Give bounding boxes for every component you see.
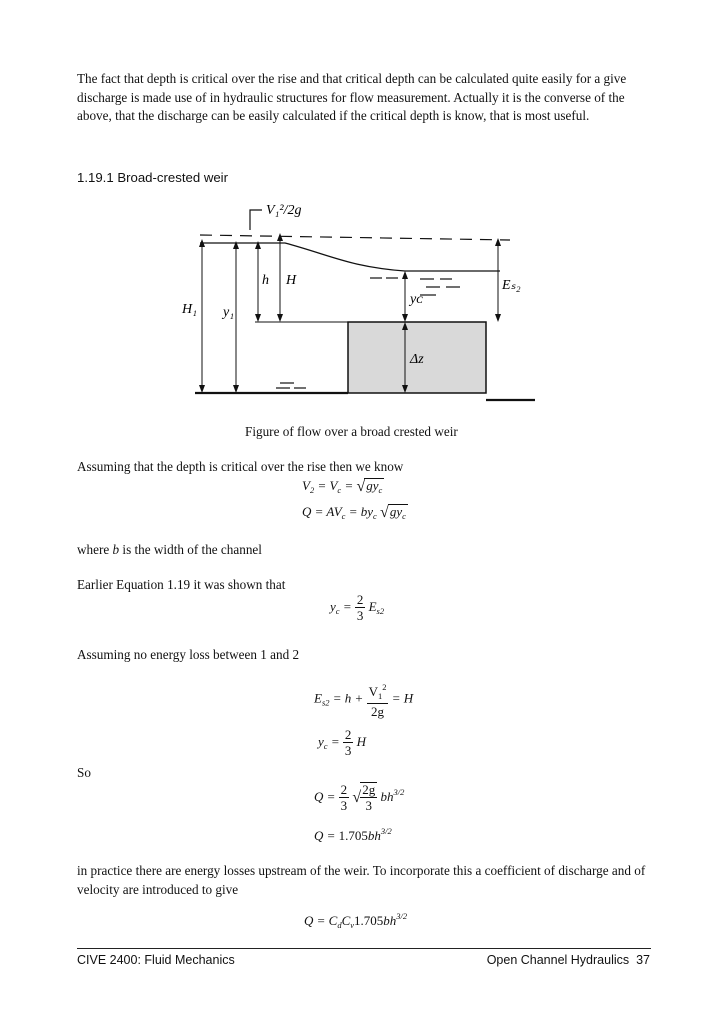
figure-caption: Figure of flow over a broad crested weir [245,424,458,439]
footer-course: CIVE 2400: Fluid Mechanics [77,953,235,967]
where-b-text: where b is the width of the channel [77,542,262,557]
equation-yc-es2: $y_c$ = $\frac{2}{3}$ $E_{s2}$ [330,592,385,623]
equation-discharge-critical: $Q = AV_c = by_c$ $√gy_c$ [302,504,406,521]
label-yc: yᴄ [410,292,423,307]
practice-paragraph: in practice there are energy losses upstream of the weir. To incorporate this a coefficient of discharge and of velocity are introduced to give [77,863,646,897]
footer-rule [77,948,651,949]
label-y1: y₁ [223,305,235,320]
section-heading: 1.19.1 Broad-crested weir [77,170,228,185]
energy-line [200,235,510,240]
equation-yc-H: $y_c$ = $\frac{2}{3}$ H [318,727,366,758]
label-H1: H₁ [182,302,197,317]
equation-specific-energy: $E_{s2} = h$ + $\frac{V_1^2}{2g}$ = H [314,682,414,719]
equation-discharge-theoretical: Q = $\frac{2}{3}$ √ $\frac{2g}{3}$ $bh^{3/2}$ [314,782,405,813]
page-number: 37 [636,953,650,967]
equation-discharge-1705: $Q = 1.705bh^{3/2}$ [314,826,392,843]
label-velocity-head: V₁²/2g [266,203,302,218]
footer-section-title: Open Channel Hydraulics [486,953,630,967]
weir-figure [182,195,540,410]
assume-no-loss-text: Assuming no energy loss between 1 and 2 [77,647,300,662]
label-dz: Δz [410,352,424,367]
intro-paragraph: The fact that depth is critical over the rise and that critical depth can be calculated quite easily for a give discharge is made use of in hydraulic structures for flow measurement. Actually it is the converse of the above, that the discharge can be easily calculated if the critical depth is know, that is most useful. [77,71,627,124]
label-Es2: Eₛ₂ [502,278,521,293]
label-h: h [262,273,269,288]
equation-discharge-coefficients: $Q = C_dC_v1.705bh^{3/2}$ [304,911,408,930]
velocity-head-bracket [250,210,262,230]
equation-critical-velocity: $V_2 = V_c = √gy_c$ [302,478,383,495]
label-H: H [286,273,297,288]
footer-section [487,953,650,967]
earlier-equation-text: Earlier Equation 1.19 it was shown that [77,577,286,592]
water-surface [200,243,500,271]
so-label: So [77,765,91,780]
assume-critical-text: Assuming that the depth is critical over the rise then we know [77,459,404,474]
